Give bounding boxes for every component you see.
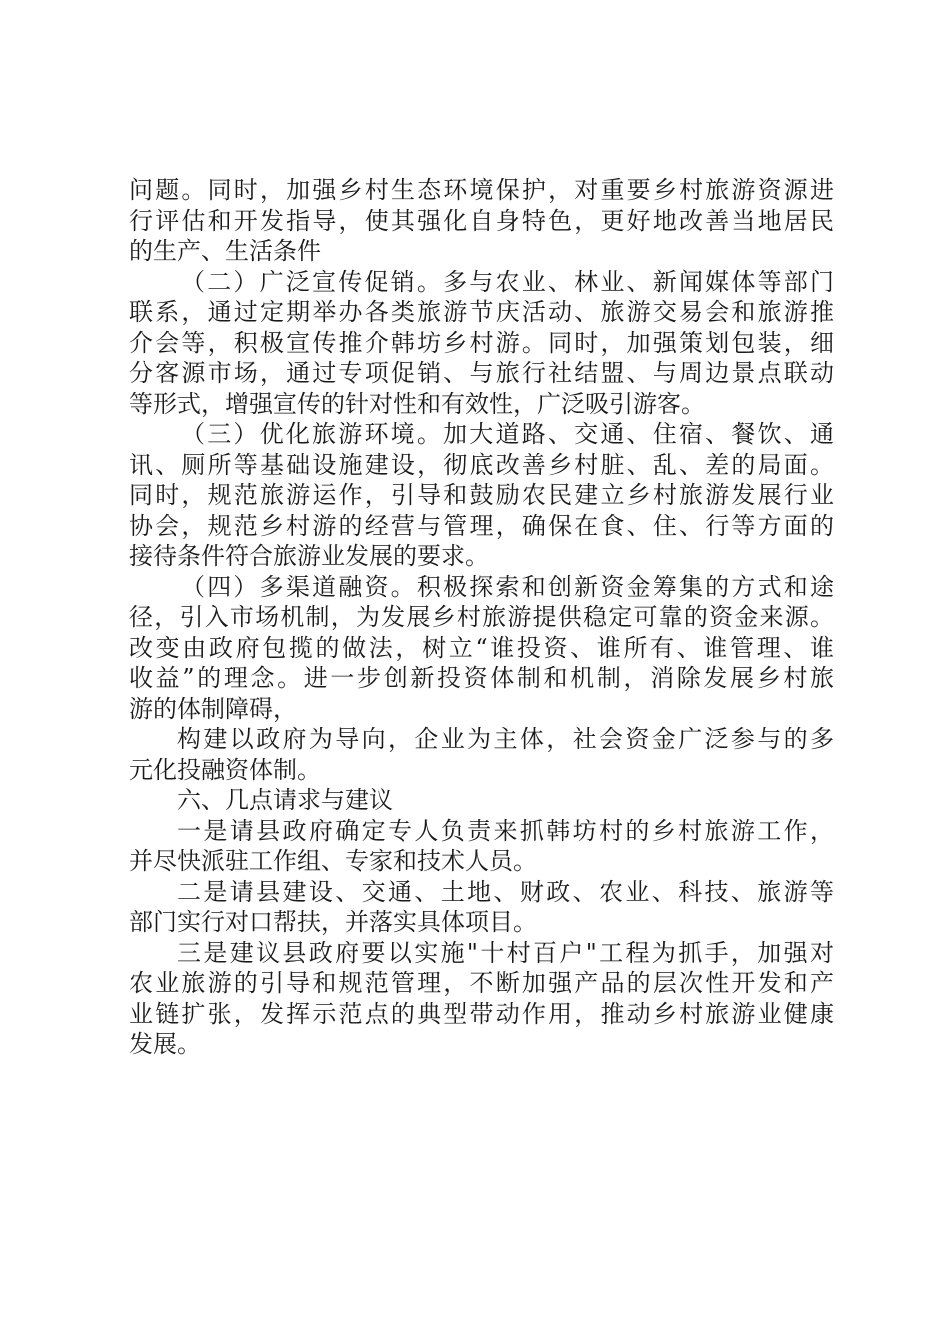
text-line: 联系，通过定期举办各类旅游节庆活动、旅游交易会和旅游推 (129, 298, 834, 326)
text-line: 行评估和开发指导，使其强化自身特色，更好地改善当地居民 (129, 206, 834, 235)
body-text (129, 175, 834, 1060)
text-line: 业链扩张，发挥示范点的典型带动作用，推动乡村旅游业健康 (129, 999, 834, 1028)
text-line: 问题。同时，加强乡村生态环境保护，对重要乡村旅游资源进 (129, 176, 834, 204)
text-line: 发展。 (129, 1030, 201, 1058)
text-line: 三是建议县政府要以实施"十村百户"工程为抓手，加强对 (177, 938, 834, 967)
section-heading-line: （四）多渠道融资。积极探索和创新资金筹集的方式和途 (181, 572, 834, 601)
text-line: 同时，规范旅游运作，引导和鼓励农民建立乡村旅游发展行业 (129, 481, 834, 509)
section-heading: 六、几点请求与建议 (177, 786, 393, 814)
text-line: 讯、厕所等基础设施建设，彻底改善乡村脏、乱、差的局面。 (129, 450, 834, 479)
section-heading-line: （三）优化旅游环境。加大道路、交通、住宿、餐饮、通 (181, 420, 834, 448)
text-line: 介会等，积极宣传推介韩坊乡村游。同时，加强策划包装，细 (129, 328, 834, 357)
text-line: 元化投融资体制。 (129, 755, 321, 784)
text-line: 等形式，增强宣传的针对性和有效性，广泛吸引游客。 (129, 389, 705, 418)
text-line: 改变由政府包揽的做法，树立“谁投资、谁所有、谁管理、谁 (129, 633, 834, 662)
text-line: 接待条件符合旅游业发展的要求。 (129, 542, 489, 570)
text-line: 收益”的理念。进一步创新投资体制和机制，消除发展乡村旅 (129, 664, 834, 692)
text-line: 并尽快派驻工作组、专家和技术人员。 (129, 847, 537, 875)
text-line: 构建以政府为导向，企业为主体，社会资金广泛参与的多 (177, 725, 834, 753)
text-line: 游的体制障碍， (129, 694, 297, 723)
section-heading-line: （二）广泛宣传促销。多与农业、林业、新闻媒体等部门 (181, 267, 834, 296)
text-line: 二是请县建设、交通、土地、财政、农业、科技、旅游等 (177, 877, 834, 906)
text-line: 农业旅游的引导和规范管理，不断加强产品的层次性开发和产 (129, 969, 834, 997)
text-line: 径，引入市场机制，为发展乡村旅游提供稳定可靠的资金来源。 (129, 603, 834, 631)
text-line: 部门实行对口帮扶，并落实具体项目。 (129, 908, 537, 936)
text-line: 的生产、生活条件 (129, 237, 321, 265)
text-line: 协会，规范乡村游的经营与管理，确保在食、住、行等方面的 (129, 511, 834, 540)
text-line: 一是请县政府确定专人负责来抓韩坊村的乡村旅游工作， (177, 816, 834, 845)
text-line: 分客源市场，通过专项促销、与旅行社结盟、与周边景点联动 (129, 359, 834, 387)
